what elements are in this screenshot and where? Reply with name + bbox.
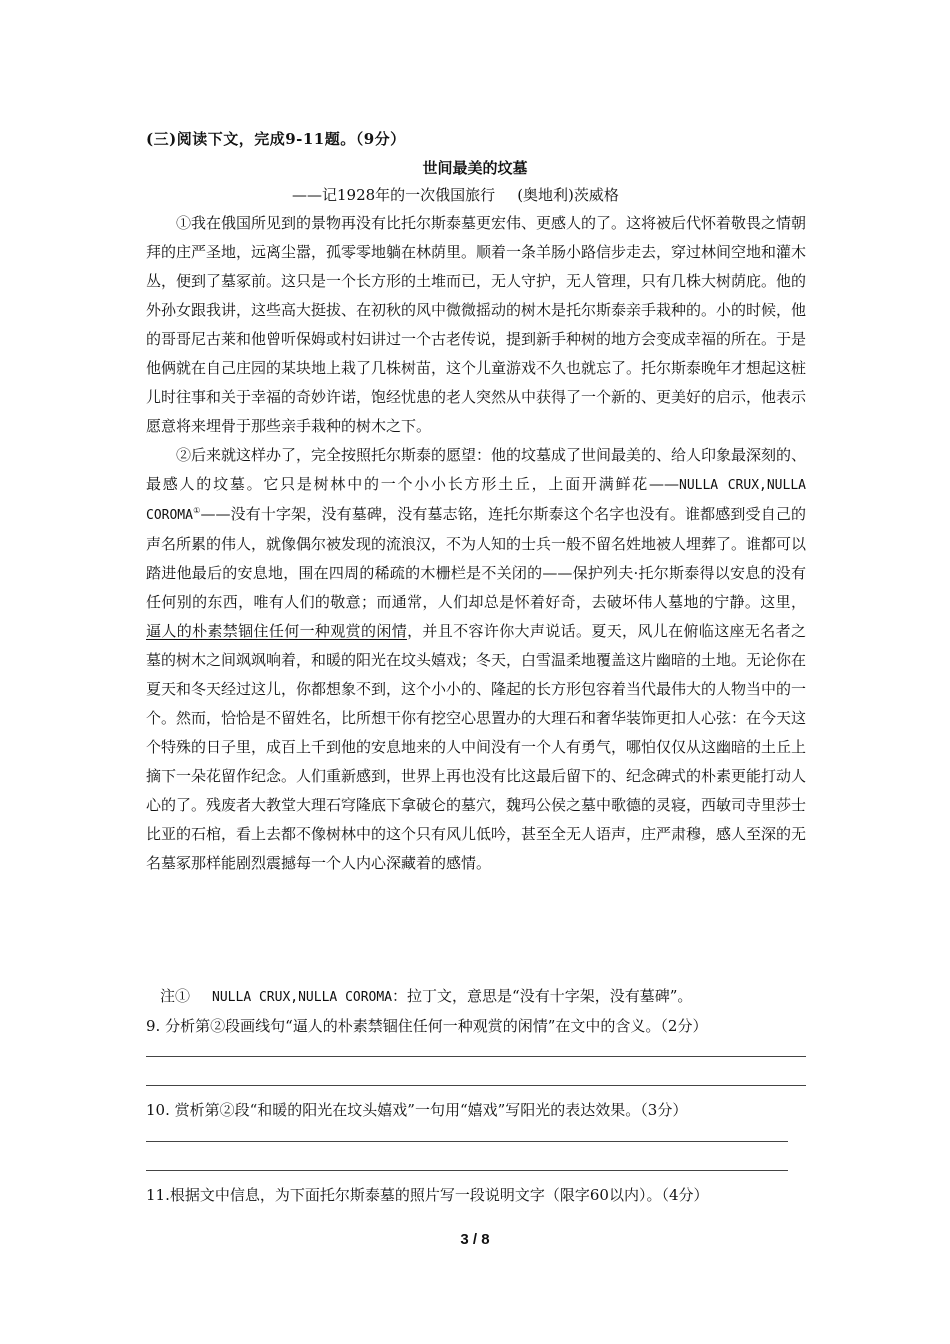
article-body xyxy=(146,209,806,878)
article-title: 世间最美的坟墓 xyxy=(422,159,528,177)
underlined-sentence: 逼人的朴素禁锢住任何一种观赏的闲情 xyxy=(146,622,408,640)
answer-line-q10-1[interactable] xyxy=(146,1141,788,1142)
question-11: 11.根据文中信息，为下面托尔斯泰墓的照片写一段说明文字（限字60以内）。（4分） xyxy=(146,1186,709,1204)
section-heading: (三)阅读下文，完成9-11题。（9分） xyxy=(146,130,406,148)
latin-phrase: NULLA CRUX,NULLA COROMA xyxy=(146,478,806,523)
footnote xyxy=(160,985,692,1006)
article-subtitle xyxy=(292,184,619,205)
page-number: 3 / 8 xyxy=(460,1231,490,1248)
question-10: 10. 赏析第②段“和暖的阳光在坟头嬉戏”一句用“嬉戏”写阳光的表达效果。（3分） xyxy=(146,1101,688,1119)
paragraph-2-part-1: ②后来就这样办了，完全按照托尔斯泰的愿望：他的坟墓成了世间最美的、给人印象最深刻的、最感人的坟墓。它只是树林中的一个小小长方形土丘，上面开满鲜花—— xyxy=(146,446,807,493)
question-9: 9. 分析第②段画线句“逼人的朴素禁锢住任何一种观赏的闲情”在文中的含义。（2分） xyxy=(146,1017,708,1035)
subtitle-text: ——记1928年的一次俄国旅行 xyxy=(292,186,496,204)
footnote-latin: NULLA CRUX,NULLA COROMA xyxy=(212,990,393,1005)
answer-line-q9-2[interactable] xyxy=(146,1085,806,1086)
answer-line-q10-2[interactable] xyxy=(146,1170,788,1171)
footnote-label: 注① xyxy=(160,987,191,1005)
paragraph-2-part-2: ——没有十字架，没有墓碑，没有墓志铭，连托尔斯泰这个名字也没有。谁都感到受自己的声名所累的伟人，就像偶尔被发现的流浪汉，不为人知的士兵一般不留名姓地被人埋葬了。谁都可以踏进他最后的安息地，围在四周的稀疏的木栅栏是不关闭的——保护列夫·托尔斯泰得以安息的没有任何别的东西，唯有人们的敬意；而通常，人们却总是怀着好奇，去破坏伟人墓地的宁静。这里， xyxy=(146,505,807,611)
paragraph-2 xyxy=(146,441,806,878)
paragraph-1: ①我在俄国所见到的景物再没有比托尔斯泰墓更宏伟、更感人的了。这将被后代怀着敬畏之情朝拜的庄严圣地，远离尘嚣，孤零零地躺在林荫里。顺着一条羊肠小路信步走去，穿过林间空地和灌木丛，便到了墓冢前。这只是一个长方形的土堆而已，无人守护，无人管理，只有几株大树荫庇。他的外孙女跟我讲，这些高大挺拔、在初秋的风中微微摇动的树木是托尔斯泰亲手栽种的。小的时候，他的哥哥尼古莱和他曾听保姆或村妇讲过一个古老传说，提到新手种树的地方会变成幸福的所在。于是他俩就在自己庄园的某块地上栽了几株树苗，这个儿童游戏不久也就忘了。托尔斯泰晚年才想起这桩儿时往事和关于幸福的奇妙许诺，饱经忧患的老人突然从中获得了一个新的、更美好的启示，他表示愿意将来埋骨于那些亲手栽种的树木之下。 xyxy=(146,214,807,435)
article-author: (奥地利)茨威格 xyxy=(517,186,619,204)
answer-line-q9-1[interactable] xyxy=(146,1056,806,1057)
paragraph-2-part-3: ，并且不容许你大声说话。夏天，风儿在俯临这座无名者之墓的树木之间飒飒响着，和暖的阳光在坟头嬉戏；冬天，白雪温柔地覆盖这片幽暗的土地。无论你在夏天和冬天经过这儿，你都想象不到，这个小小的、隆起的长方形包容着当代最伟大的人物当中的一个。然而，恰恰是不留姓名，比所想干你有挖空心思置办的大理石和奢华装饰更扣人心弦：在今天这个特殊的日子里，成百上千到他的安息地来的人中间没有一个人有勇气，哪怕仅仅从这幽暗的土丘上摘下一朵花留作纪念。人们重新感到，世界上再也没有比这最后留下的、纪念碑式的朴素更能打动人心的了。残废者大教堂大理石穹隆底下拿破仑的墓穴，魏玛公侯之墓中歌德的灵寝，西敏司寺里莎士比亚的石棺，看上去都不像树林中的这个只有风儿低吟，甚至全无人语声，庄严肃穆，感人至深的无名墓冢那样能剧烈震撼每一个人内心深藏着的感情。 xyxy=(146,622,807,872)
footnote-text: ：拉丁文，意思是“没有十字架，没有墓碑”。 xyxy=(392,987,693,1005)
footnote-mark: ① xyxy=(192,506,201,515)
